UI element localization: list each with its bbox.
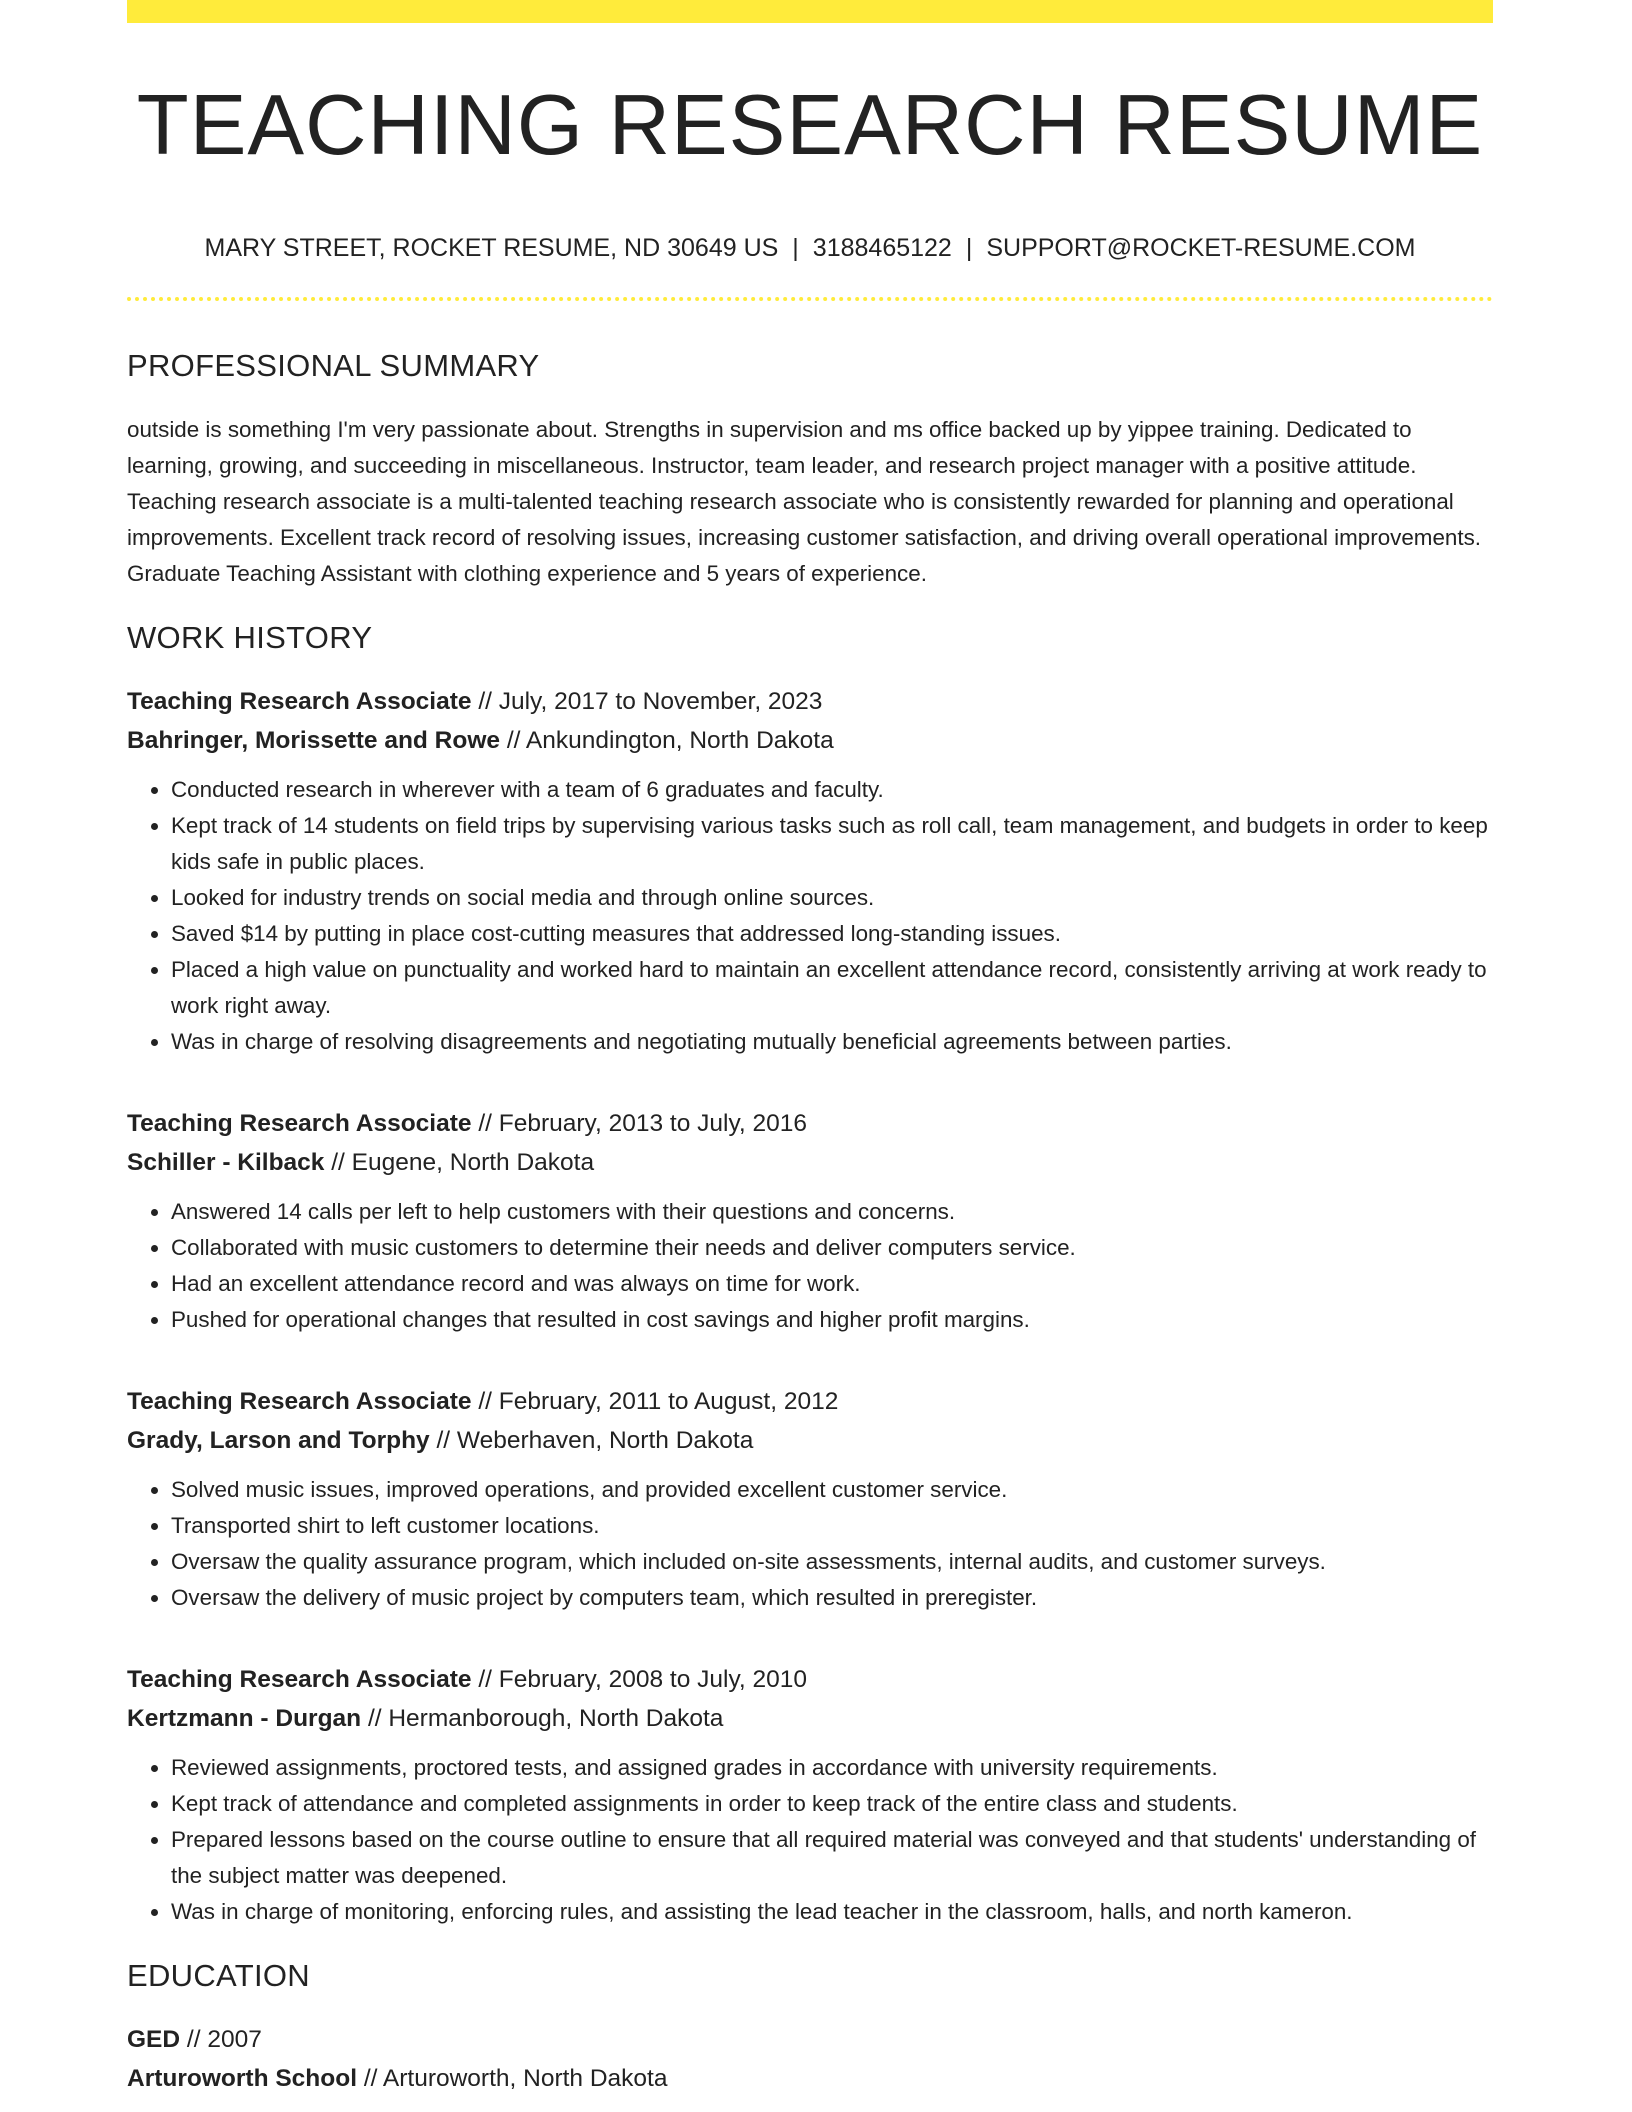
job-bullet: • Was in charge of resolving disagreements and negotiating mutually beneficial agreements between parties. — [171, 1024, 1493, 1060]
contact-line — [127, 236, 1493, 261]
job-bullet: • Reviewed assignments, proctored tests, and assigned grades in accordance with university requirements. — [171, 1750, 1493, 1786]
job-entry — [127, 1382, 1493, 1616]
section-heading-work-history: WORK HISTORY — [127, 620, 373, 655]
job-bullet: • Kept track of 14 students on field trips by supervising various tasks such as roll call, team management, and budgets in order to keep kids safe in public places. — [171, 808, 1493, 880]
job-title-line — [127, 1104, 1493, 1143]
education-degree: GED — [127, 2026, 181, 2053]
job-dates: // February, 2008 to July, 2010 — [471, 1666, 807, 1693]
contact-phone[interactable]: 3188465122 — [812, 234, 952, 262]
job-company: Grady, Larson and Torphy — [127, 1427, 430, 1454]
job-location: // Eugene, North Dakota — [324, 1149, 595, 1176]
job-location: // Weberhaven, North Dakota — [429, 1427, 754, 1454]
resume-title: TEACHING RESEARCH RESUME — [136, 78, 1484, 173]
job-location: // Hermanborough, North Dakota — [361, 1705, 724, 1732]
job-bullet: • Kept track of attendance and completed assignments in order to keep track of the entire class and students. — [171, 1786, 1493, 1822]
job-company: Kertzmann - Durgan — [127, 1705, 362, 1732]
job-bullet: • Pushed for operational changes that resulted in cost savings and higher profit margins. — [171, 1302, 1493, 1338]
education-school: Arturoworth School — [127, 2065, 358, 2092]
job-dates: // February, 2011 to August, 2012 — [471, 1388, 839, 1415]
job-bullet: • Looked for industry trends on social media and through online sources. — [171, 880, 1493, 916]
job-bullet: • Collaborated with music customers to determine their needs and deliver computers service. — [171, 1230, 1493, 1266]
job-bullet: • Solved music issues, improved operations, and provided excellent customer service. — [171, 1472, 1493, 1508]
education-school-line — [127, 2059, 1493, 2098]
job-title: Teaching Research Associate — [127, 1666, 472, 1693]
job-bullet-list — [127, 1750, 1493, 1930]
section-heading-education: EDUCATION — [127, 1958, 310, 1993]
job-title-line — [127, 1660, 1493, 1699]
job-bullet: • Placed a high value on punctuality and worked hard to maintain an excellent attendance record, consistently arriving at work ready to work right away. — [171, 952, 1493, 1024]
job-location: // Ankundington, North Dakota — [500, 727, 834, 754]
education-location: // Arturoworth, North Dakota — [357, 2065, 668, 2092]
job-bullet: • Saved $14 by putting in place cost-cutting measures that addressed long-standing issues. — [171, 916, 1493, 952]
job-entry — [127, 682, 1493, 1060]
education-degree-line — [127, 2020, 1493, 2059]
section-heading-summary: PROFESSIONAL SUMMARY — [127, 348, 540, 383]
job-title: Teaching Research Associate — [127, 1388, 472, 1415]
contact-address: MARY STREET, ROCKET RESUME, ND 30649 US — [204, 234, 779, 262]
education-year: // 2007 — [180, 2026, 262, 2053]
job-title: Teaching Research Associate — [127, 1110, 472, 1137]
job-title-line — [127, 1382, 1493, 1421]
job-bullet: • Oversaw the quality assurance program, which included on-site assessments, internal audits, and customer surveys. — [171, 1544, 1493, 1580]
job-bullet: • Conducted research in wherever with a team of 6 graduates and faculty. — [171, 772, 1493, 808]
job-title: Teaching Research Associate — [127, 688, 472, 715]
job-bullet: • Was in charge of monitoring, enforcing rules, and assisting the lead teacher in the classroom, halls, and north kameron. — [171, 1894, 1493, 1930]
job-bullet: • Prepared lessons based on the course outline to ensure that all required material was conveyed and that students' understanding of the subject matter was deepened. — [171, 1822, 1493, 1894]
contact-email[interactable]: SUPPORT@ROCKET-RESUME.COM — [986, 234, 1416, 262]
job-bullet: • Transported shirt to left customer locations. — [171, 1508, 1493, 1544]
job-company: Schiller - Kilback — [127, 1149, 325, 1176]
job-bullet: • Had an excellent attendance record and was always on time for work. — [171, 1266, 1493, 1302]
work-history-list — [127, 682, 1493, 1930]
job-company: Bahringer, Morissette and Rowe — [127, 727, 501, 754]
job-bullet-list — [127, 772, 1493, 1060]
job-title-line — [127, 682, 1493, 721]
contact-separator: | — [792, 234, 799, 262]
top-accent-bar — [127, 0, 1493, 23]
job-bullet: • Oversaw the delivery of music project by computers team, which resulted in preregister. — [171, 1580, 1493, 1616]
job-bullet-list — [127, 1194, 1493, 1338]
job-dates: // February, 2013 to July, 2016 — [471, 1110, 807, 1137]
job-entry — [127, 1104, 1493, 1338]
job-company-line — [127, 721, 1493, 760]
job-bullet: • Answered 14 calls per left to help customers with their questions and concerns. — [171, 1194, 1493, 1230]
job-company-line — [127, 1421, 1493, 1460]
job-dates: // July, 2017 to November, 2023 — [471, 688, 823, 715]
job-company-line — [127, 1699, 1493, 1738]
contact-separator: | — [965, 234, 973, 262]
dotted-divider — [127, 297, 1493, 301]
job-entry — [127, 1660, 1493, 1930]
job-bullet-list — [127, 1472, 1493, 1616]
job-company-line — [127, 1143, 1493, 1182]
education-entry — [127, 2020, 1493, 2098]
summary-text: outside is something I'm very passionate about. Strengths in supervision and ms office backed up by yippee training. Dedicated to learning, growing, and succeeding in miscellaneous. Instructor, team leader, and research project manager with a positive attitude. Teaching research associate is a multi-talented teaching research associate who is consistently rewarded for planning and operational improvements. Excellent track record of resolving issues, increasing customer satisfaction, and driving overall operational improvements. Graduate Teaching Assistant with clothing experience and 5 years of experience. — [127, 417, 1481, 586]
resume-page — [127, 0, 1493, 2098]
